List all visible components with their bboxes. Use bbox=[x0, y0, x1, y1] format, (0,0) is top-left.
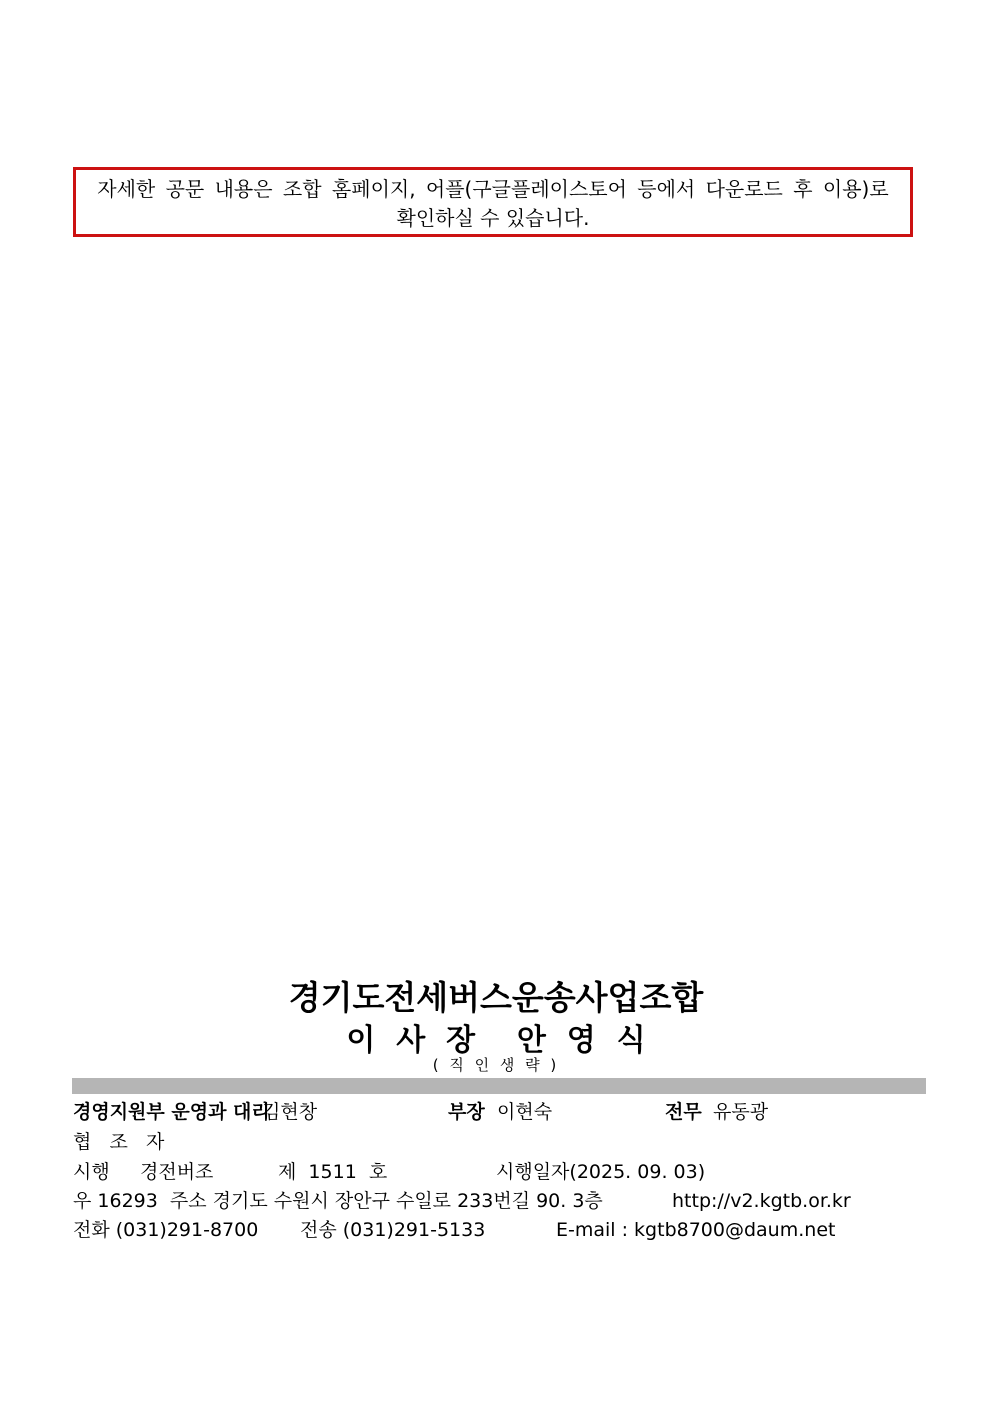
document-number: 제 1511 호 bbox=[278, 1161, 388, 1183]
manager-title-label: 부장 bbox=[448, 1101, 485, 1123]
chairman-name-line: 이 사 장 안 영 식 bbox=[346, 1023, 646, 1058]
dispatch-date: 시행일자(2025. 09. 03) bbox=[496, 1161, 706, 1183]
cooperator-label: 협 조 자 bbox=[73, 1131, 165, 1153]
drafter-role-label: 경영지원부 운영과 대리 bbox=[73, 1101, 270, 1123]
executive-title-label: 전무 bbox=[665, 1101, 702, 1123]
phone-number-text: 전화 (031)291-8700 bbox=[73, 1219, 259, 1241]
executive-name: 유동광 bbox=[713, 1101, 769, 1123]
notice-text-line1: 자세한 공문 내용은 조합 홈페이지, 어플(구글플레이스토어 등에서 다운로드 후 이용)로 bbox=[97, 177, 889, 201]
notice-box bbox=[73, 167, 913, 237]
document-code: 경전버조 bbox=[140, 1161, 214, 1183]
dispatch-line bbox=[0, 1160, 992, 1186]
drafter-name: 김현창 bbox=[262, 1101, 318, 1123]
fax-number-text: 전송 (031)291-5133 bbox=[300, 1219, 486, 1241]
organization-name: 경기도전세버스운송사업조합 bbox=[288, 978, 704, 1017]
dispatch-label: 시행 bbox=[73, 1161, 110, 1183]
footer-divider-bar bbox=[72, 1078, 926, 1094]
cooperator-line bbox=[0, 1130, 992, 1156]
contact-line bbox=[0, 1218, 992, 1244]
address-line bbox=[0, 1189, 992, 1215]
postal-address-text: 우 16293 주소 경기도 수원시 장안구 수일로 233번길 90. 3층 bbox=[73, 1190, 603, 1212]
notice-text-line2: 확인하실 수 있습니다. bbox=[396, 206, 590, 230]
manager-name: 이현숙 bbox=[497, 1101, 553, 1123]
email-text: E-mail : kgtb8700@daum.net bbox=[556, 1219, 836, 1241]
seal-omitted-note: ( 직 인 생 략 ) bbox=[432, 1056, 560, 1074]
website-url-text: http://v2.kgtb.or.kr bbox=[672, 1190, 851, 1212]
staff-line bbox=[0, 1100, 992, 1126]
